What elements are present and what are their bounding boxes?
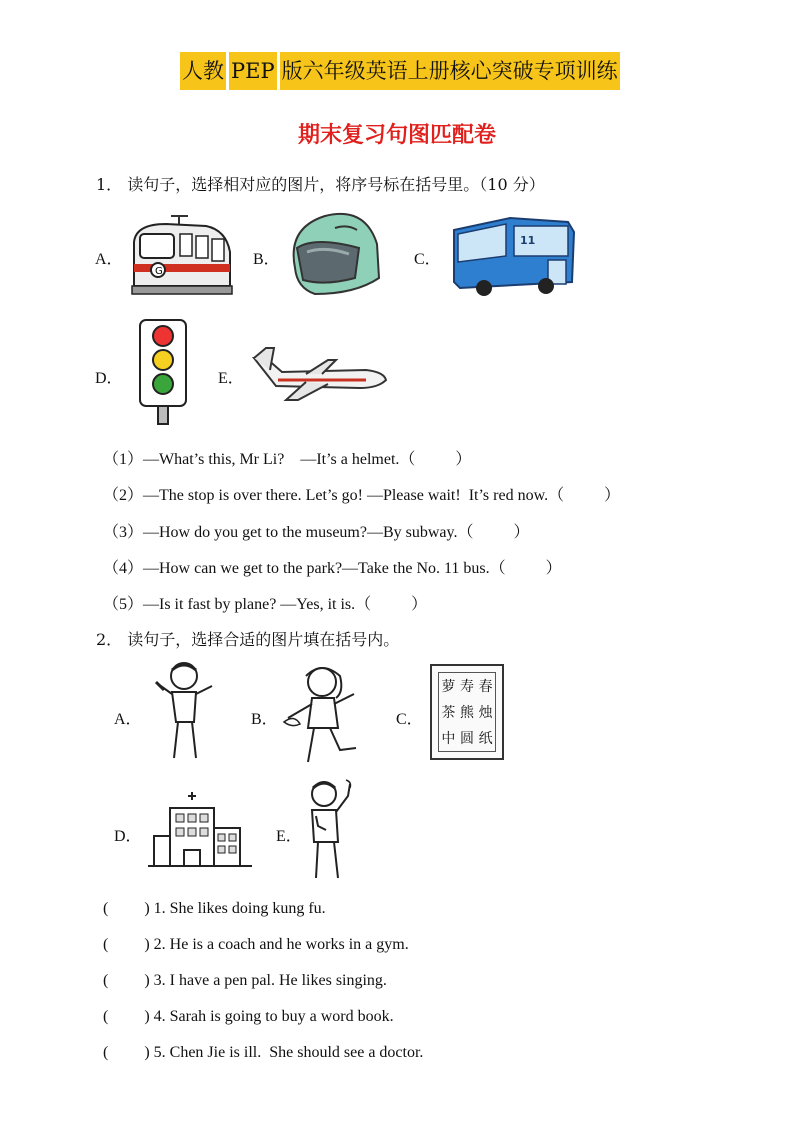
option-label: D． [95,370,123,387]
option-label: C． [396,711,423,728]
option-label: D． [114,828,142,845]
kung-fu-girl-icon [278,662,362,766]
bus-icon [450,212,580,296]
book-char: 烛 [478,705,493,721]
question-1-item: （2）—The stop is over there. Let’s go! —Please wait! It’s red now.（ ） [103,487,621,504]
header-segment: 人教 [180,52,226,90]
book-char: 纸 [478,731,493,747]
bus-number: 11 [520,234,536,247]
header-segment: PEP [229,52,277,90]
helmet-icon [285,208,383,300]
worksheet-title: 期末复习句图匹配卷 [297,123,496,148]
question-2-item: ( ) 3. I have a pen pal. He likes singing. [103,972,387,989]
question-2-item: ( ) 1. She likes doing kung fu. [103,900,326,917]
book-char: 茶 [441,705,456,721]
traffic-light-icon [136,318,190,426]
svg-text:G: G [155,266,163,277]
header-segment: 版六年级英语上册核心突破专项训练 [280,52,620,90]
option-label: A． [95,251,123,268]
option-label: C． [414,251,441,268]
subway-train-icon [126,212,234,298]
option-label: E． [218,370,244,387]
book-char: 寿 [459,679,474,695]
question-1-item: （4）—How can we get to the park?—Take the No. 11 bus.（ ） [103,560,562,577]
question-2-item: ( ) 5. Chen Jie is ill. She should see a doctor. [103,1044,424,1061]
worksheet-header [180,52,620,90]
book-char: 圆 [459,731,474,747]
question-1-title: 1． 读句子，选择相对应的图片，将序号标在括号里。（10 分） [96,175,545,194]
hospital-icon [146,792,254,870]
book-char: 春 [478,679,493,695]
book-char: 中 [441,731,456,747]
airplane-icon [248,344,390,402]
question-1-item: （3）—How do you get to the museum?—By subway.（ ） [103,524,530,541]
option-label: B． [253,251,280,268]
question-1-item: （1）—What’s this, Mr Li? —It’s a helmet.（ ） [103,451,472,468]
question-2-title: 2． 读句子，选择合适的图片填在括号内。 [96,630,400,649]
option-label: B． [251,711,278,728]
question-2-item: ( ) 2. He is a coach and he works in a gym. [103,936,409,953]
word-book-icon [430,664,504,760]
singing-boy-icon [152,660,220,764]
option-label: A． [114,711,142,728]
book-char: 萝 [441,679,456,695]
sick-boy-icon [304,778,356,884]
question-2-item: ( ) 4. Sarah is going to buy a word book. [103,1008,394,1025]
question-1-item: （5）—Is it fast by plane? —Yes, it is.（ ） [103,596,428,613]
book-char: 熊 [459,705,474,721]
option-label: E． [276,828,302,845]
